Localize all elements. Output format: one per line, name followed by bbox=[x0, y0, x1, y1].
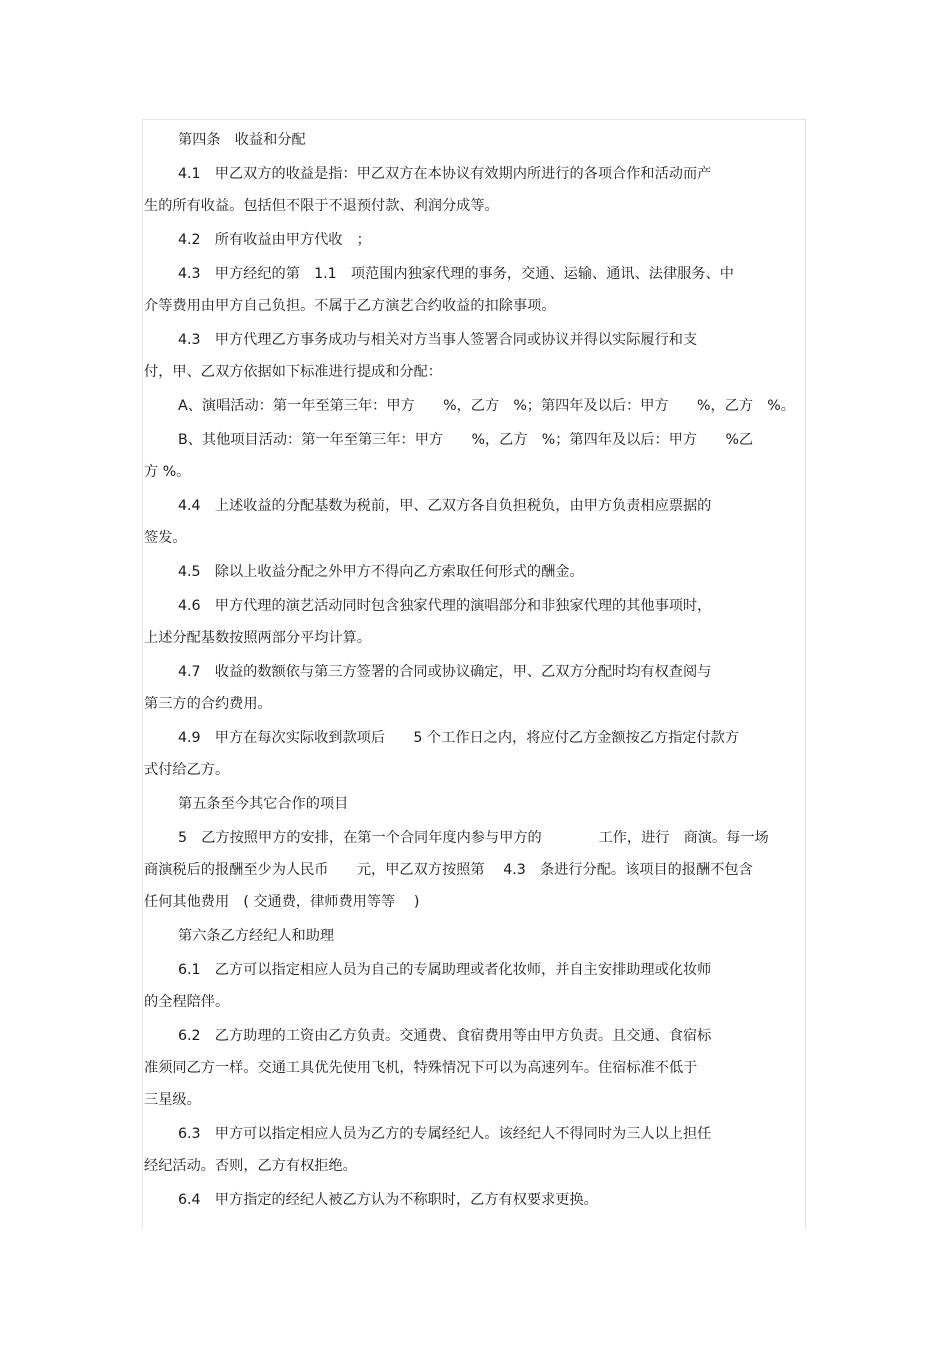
section-heading bbox=[144, 124, 794, 156]
clause-paragraph bbox=[144, 1184, 794, 1216]
clause-paragraph bbox=[144, 224, 794, 256]
text-line: 第三方的合约费用。 bbox=[144, 696, 272, 712]
text-line: 式付给乙方。 bbox=[144, 762, 230, 778]
text-line: 方 %。 bbox=[144, 464, 191, 480]
text-line: 4.6 甲方代理的演艺活动同时包含独家代理的演唱部分和非独家代理的其他事项时， bbox=[178, 598, 712, 614]
text-line: 4.3 甲方代理乙方事务成功与相关对方当事人签署合同或协议并得以实际履行和支 bbox=[178, 332, 698, 348]
text-line: 5 乙方按照甲方的安排，在第一个合同年度内参与甲方的 工作，进行 商演。每一场 bbox=[178, 830, 769, 846]
text-line: B、其他项目活动：第一年至第三年：甲方 %，乙方 %；第四年及以后：甲方 %乙 bbox=[178, 432, 754, 448]
text-line: 三星级。 bbox=[144, 1092, 201, 1108]
text-line: 4.9 甲方在每次实际收到款项后 5 个工作日之内，将应付乙方金额按乙方指定付款方 bbox=[178, 730, 740, 746]
text-line: 6.1 乙方可以指定相应人员为自己的专属助理或者化妆师，并自主安排助理或化妆师 bbox=[178, 962, 712, 978]
clause-paragraph bbox=[144, 258, 794, 322]
text-line: 4.7 收益的数额依与第三方签署的合同或协议确定，甲、乙双方分配时均有权查阅与 bbox=[178, 664, 712, 680]
clause-paragraph bbox=[144, 556, 794, 588]
clause-paragraph bbox=[144, 590, 794, 654]
text-line: 4.4 上述收益的分配基数为税前，甲、乙双方各自负担税负，由甲方负责相应票据的 bbox=[178, 498, 712, 514]
section-heading bbox=[144, 788, 794, 820]
document-body bbox=[144, 124, 794, 1218]
text-line: 的全程陪伴。 bbox=[144, 994, 230, 1010]
text-line: 4.5 除以上收益分配之外甲方不得向乙方索取任何形式的酬金。 bbox=[178, 564, 584, 580]
clause-paragraph bbox=[144, 490, 794, 554]
text-line: 签发。 bbox=[144, 530, 187, 546]
clause-paragraph bbox=[144, 656, 794, 720]
text-line: 商演税后的报酬至少为人民币 元，甲乙双方按照第 4.3 条进行分配。该项目的报酬不包含 bbox=[144, 862, 753, 878]
clause-paragraph bbox=[144, 722, 794, 786]
clause-paragraph bbox=[144, 954, 794, 1018]
clause-paragraph bbox=[144, 390, 794, 422]
text-line: 6.3 甲方可以指定相应人员为乙方的专属经纪人。该经纪人不得同时为三人以上担任 bbox=[178, 1126, 712, 1142]
text-line: 第四条 收益和分配 bbox=[178, 132, 306, 148]
text-line: 第五条至今其它合作的项目 bbox=[178, 796, 349, 812]
text-line: 生的所有收益。包括但不限于不退预付款、利润分成等。 bbox=[144, 198, 499, 214]
section-heading bbox=[144, 920, 794, 952]
clause-paragraph bbox=[144, 1020, 794, 1116]
text-line: 第六条乙方经纪人和助理 bbox=[178, 928, 335, 944]
text-line: 准须同乙方一样。交通工具优先使用飞机，特殊情况下可以为高速列车。住宿标准不低于 bbox=[144, 1060, 698, 1076]
clause-paragraph bbox=[144, 822, 794, 918]
clause-paragraph bbox=[144, 158, 794, 222]
text-line: A、演唱活动：第一年至第三年：甲方 %，乙方 %；第四年及以后：甲方 %，乙方 %。 bbox=[178, 398, 795, 414]
text-line: 4.3 甲方经纪的第 1.1 项范围内独家代理的事务，交通、运输、通讯、法律服务、中 bbox=[178, 266, 734, 282]
text-line: 介等费用由甲方自己负担。不属于乙方演艺合约收益的扣除事项。 bbox=[144, 298, 556, 314]
text-line: 经纪活动。否则，乙方有权拒绝。 bbox=[144, 1158, 357, 1174]
text-line: 4.2 所有收益由甲方代收 ； bbox=[178, 232, 371, 248]
text-line: 任何其他费用 ( 交通费，律师费用等等 ) bbox=[144, 894, 420, 910]
text-line: 上述分配基数按照两部分平均计算。 bbox=[144, 630, 372, 646]
clause-paragraph bbox=[144, 1118, 794, 1182]
text-line: 4.1 甲乙双方的收益是指：甲乙双方在本协议有效期内所进行的各项合作和活动而产 bbox=[178, 166, 712, 182]
clause-paragraph bbox=[144, 424, 794, 488]
text-line: 6.2 乙方助理的工资由乙方负责。交通费、食宿费用等由甲方负责。且交通、食宿标 bbox=[178, 1028, 712, 1044]
clause-paragraph bbox=[144, 324, 794, 388]
text-line: 6.4 甲方指定的经纪人被乙方认为不称职时，乙方有权要求更换。 bbox=[178, 1192, 598, 1208]
text-line: 付，甲、乙双方依据如下标准进行提成和分配： bbox=[144, 364, 442, 380]
